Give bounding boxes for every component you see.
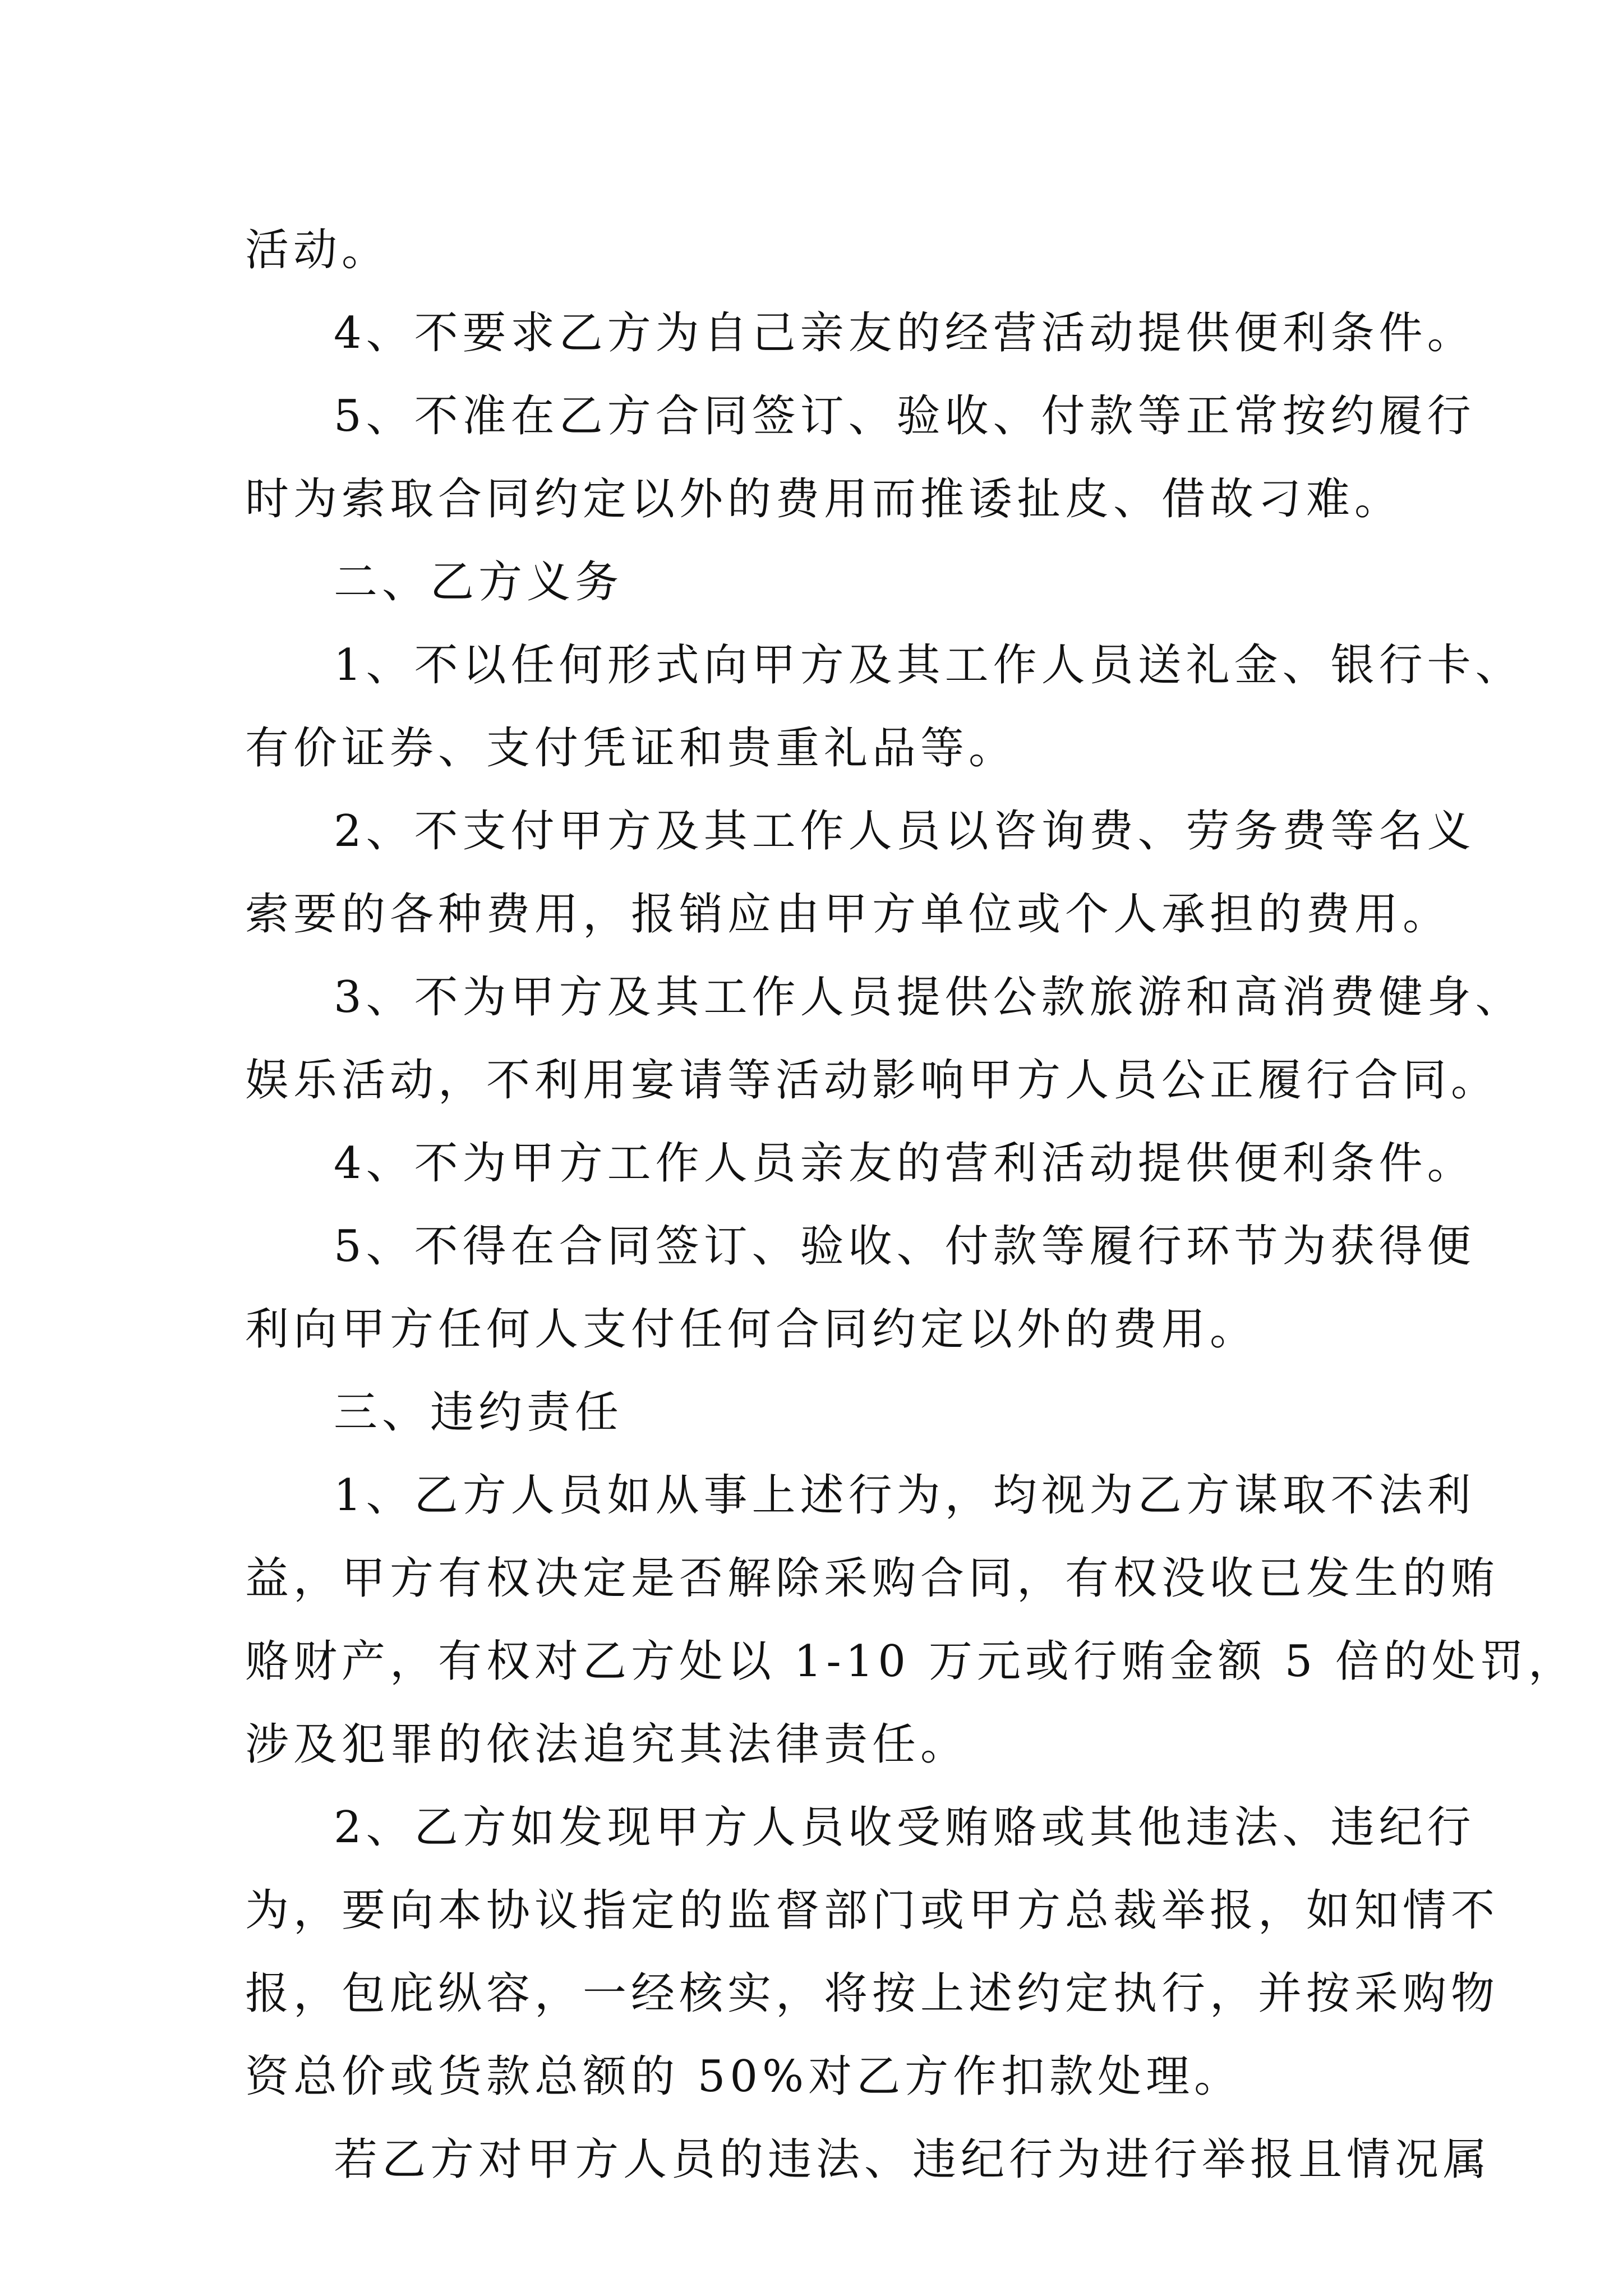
text-line-12: 4、不为甲方工作人员亲友的营利活动提供便利条件。 (334, 1138, 1476, 1189)
text-line-14: 利向甲方任何人支付任何合同约定以外的费用。 (245, 1304, 1258, 1355)
text-line-23: 资总价或货款总额的 50%对乙方作扣款处理。 (245, 2051, 1243, 2102)
text-line-16: 1、乙方人员如从事上述行为，均视为乙方谋取不法利 (334, 1470, 1476, 1521)
text-line-13: 5、不得在合同签订、验收、付款等履行环节为获得便 (334, 1221, 1476, 1272)
text-line-1: 活动。 (245, 225, 390, 275)
text-line-3: 5、不准在乙方合同签订、验收、付款等正常按约履行 (334, 391, 1476, 441)
section-heading-party-b-obligations: 二、乙方义务 (334, 557, 624, 608)
text-line-18: 赂财产，有权对乙方处以 1-10 万元或行贿金额 5 倍的处罚， (245, 1636, 1577, 1687)
text-line-10: 3、不为甲方及其工作人员提供公款旅游和高消费健身、 (334, 972, 1524, 1023)
text-line-2: 4、不要求乙方为自己亲友的经营活动提供便利条件。 (334, 308, 1476, 358)
text-line-24: 若乙方对甲方人员的违法、违纪行为进行举报且情况属 (334, 2134, 1492, 2185)
section-heading-breach-liability: 三、违约责任 (334, 1387, 624, 1438)
text-line-11: 娱乐活动，不利用宴请等活动影响甲方人员公正履行合同。 (245, 1055, 1500, 1106)
text-line-22: 报，包庇纵容，一经核实，将按上述约定执行，并按采购物 (245, 1968, 1500, 2019)
text-line-4: 时为索取合同约定以外的费用而推诿扯皮、借故刁难。 (245, 474, 1403, 524)
text-line-20: 2、乙方如发现甲方人员收受贿赂或其他违法、违纪行 (334, 1802, 1476, 1853)
text-line-17: 益，甲方有权决定是否解除采购合同，有权没收已发生的贿 (245, 1553, 1500, 1604)
text-line-9: 索要的各种费用，报销应由甲方单位或个人承担的费用。 (245, 889, 1451, 940)
document-body (245, 209, 1577, 2201)
text-line-19: 涉及犯罪的依法追究其法律责任。 (245, 1719, 969, 1770)
text-line-8: 2、不支付甲方及其工作人员以咨询费、劳务费等名义 (334, 806, 1476, 857)
text-line-6: 1、不以任何形式向甲方及其工作人员送礼金、银行卡、 (334, 640, 1524, 691)
text-line-7: 有价证券、支付凭证和贵重礼品等。 (245, 723, 1017, 774)
text-line-21: 为，要向本协议指定的监督部门或甲方总裁举报，如知情不 (245, 1885, 1500, 1936)
